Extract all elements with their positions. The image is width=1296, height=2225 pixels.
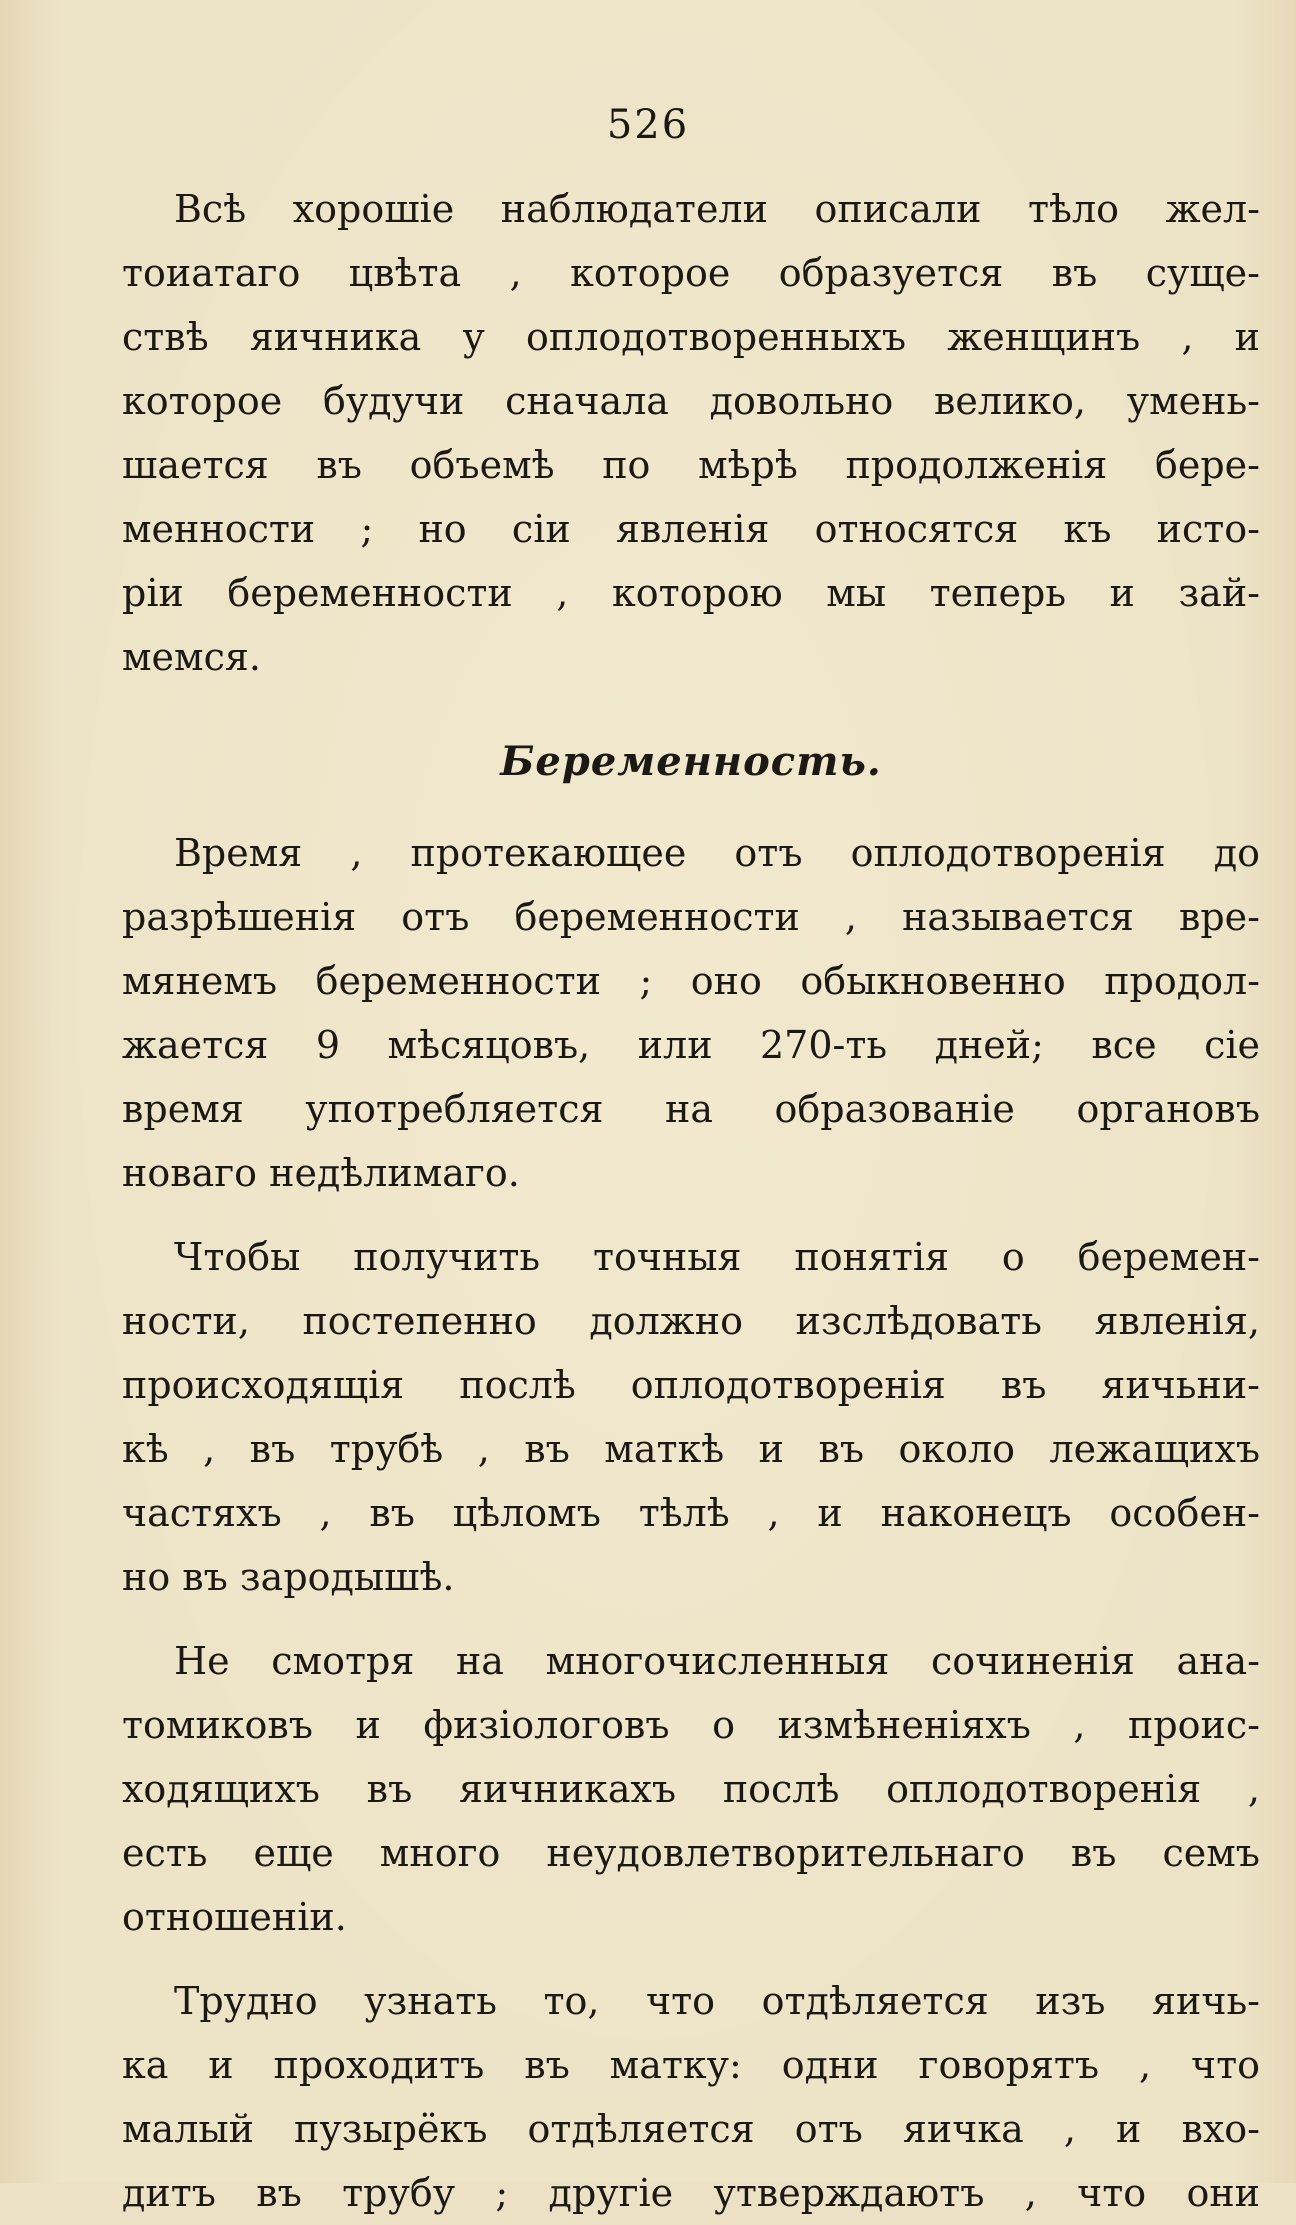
text-line: новаго недѣлимаго. — [122, 1151, 520, 1195]
text-line: мянемъ беременности ; оно обыкновенно продол- — [122, 959, 1260, 1003]
text-line: разрѣшенія отъ беременности , называется вре- — [122, 895, 1260, 939]
text-line: ріи беременности , которою мы теперь и зай- — [122, 571, 1260, 615]
text-line: шается въ объемѣ по мѣрѣ продолженія бере- — [122, 443, 1260, 487]
text-line: мемся. — [122, 635, 261, 679]
text-line: тоиатаго цвѣта , которое образуется въ суще- — [122, 251, 1260, 295]
text-line: жается 9 мѣсяцовъ, или 270-ть дней; все сіе — [122, 1023, 1260, 1067]
text-line: ка и проходитъ въ матку: одни говорятъ , что — [122, 2043, 1260, 2087]
text-line: Время , протекающее отъ оплодотворенія до — [174, 831, 1260, 875]
paragraph-study-phenomena — [122, 1225, 1260, 1609]
text-line: менности ; но сіи явленія относятся къ исто- — [122, 507, 1260, 551]
text-line: происходящія послѣ оплодотворенія въ яичьни- — [122, 1363, 1260, 1407]
page-number: 526 — [606, 102, 690, 148]
text-line: кѣ , въ трубѣ , въ маткѣ и въ около лежащихъ — [122, 1427, 1260, 1471]
text-line: ствѣ яичника у оплодотворенныхъ женщинъ , и — [122, 315, 1260, 359]
text-line: дитъ въ трубу ; другіе утверждаютъ , что они — [122, 2171, 1260, 2215]
text-line: отношеніи. — [122, 1895, 347, 1939]
text-line: томиковъ и физіологовъ о измѣненіяхъ , проис- — [122, 1703, 1260, 1747]
text-line: которое будучи сначала довольно велико, умень- — [122, 379, 1260, 423]
paragraph-ovary-changes — [122, 1629, 1260, 1949]
paragraph-egg-passage — [122, 1969, 1260, 2225]
text-line: ходящихъ въ яичникахъ послѣ оплодотворенія , — [122, 1767, 1260, 1811]
text-line: Трудно узнать то, что отдѣляется изъ яичь- — [174, 1979, 1260, 2023]
text-line: Не смотря на многочисленныя сочиненія ана- — [174, 1639, 1260, 1683]
text-line: но въ зародышѣ. — [122, 1555, 455, 1599]
text-line: время употребляется на образованіе органовъ — [122, 1087, 1260, 1131]
text-line: Всѣ хорошіе наблюдатели описали тѣло жел- — [174, 187, 1260, 231]
text-line: частяхъ , въ цѣломъ тѣлѣ , и наконецъ особен- — [122, 1491, 1260, 1535]
intro-paragraph — [122, 177, 1260, 689]
text-line: малый пузырёкъ отдѣляется отъ яичка , и вхо- — [122, 2107, 1260, 2151]
text-line: ности, постепенно должно изслѣдовать явленія, — [122, 1299, 1260, 1343]
paragraph-pregnancy-duration — [122, 821, 1260, 1205]
section-heading: Беременность. — [500, 738, 882, 785]
text-line: Чтобы получить точныя понятія о беремен- — [174, 1235, 1260, 1279]
text-line: есть еще много неудовлетворительнаго въ семъ — [122, 1831, 1260, 1875]
